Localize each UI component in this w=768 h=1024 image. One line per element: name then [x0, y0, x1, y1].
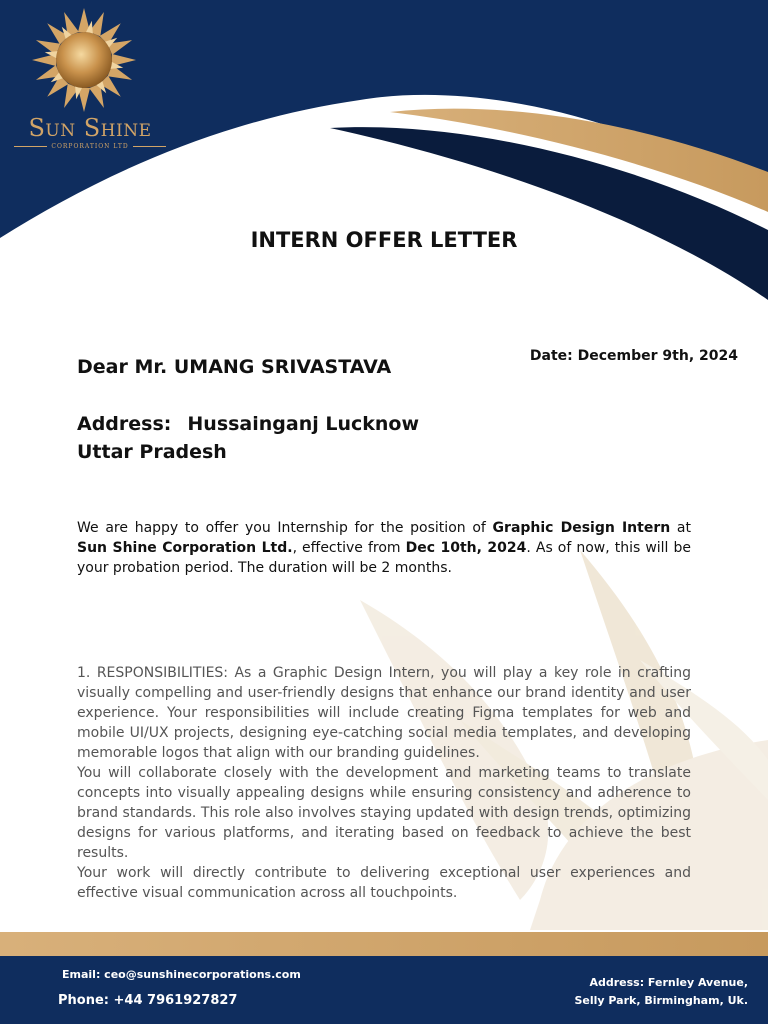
footer-address-line-2: Selly Park, Birmingham, Uk.	[574, 994, 748, 1007]
recipient-greeting: Dear Mr. UMANG SRIVASTAVA	[77, 356, 392, 378]
start-date: Dec 10th, 2024	[405, 540, 527, 556]
offer-intro-paragraph: We are happy to offer you Internship for the position of Graphic Design Intern at Sun Shine Corporation Ltd., effective from Dec 10th, 2024. As of now, this will be your probation period. The duration will be 2 months.	[77, 520, 691, 576]
footer-address-line-1: Address: Fernley Avenue,	[589, 976, 748, 989]
address-line-1: Hussainganj Lucknow	[187, 413, 420, 435]
company-logo-text: Sun Shine	[28, 114, 152, 142]
address-label: Address:	[77, 413, 172, 435]
responsibilities-paragraph-2: You will collaborate closely with the development and marketing teams to translate concepts into visually appealing designs while ensuring consistency and adherence to brand standards. This role also involves staying updated with design trends, optimizing designs for various platforms, and iterating based on feedback to achieve the best results.	[77, 765, 691, 861]
position-name: Graphic Design Intern	[492, 520, 671, 536]
company-logo-subtitle	[14, 143, 166, 150]
sun-icon	[32, 8, 136, 112]
letter-date: Date: December 9th, 2024	[529, 348, 738, 364]
footer-phone[interactable]: Phone: +44 7961927827	[58, 993, 238, 1008]
footer-gold-band	[0, 932, 768, 956]
logo-subtitle-text: CORPORATION LTD	[51, 143, 129, 150]
recipient-address	[77, 410, 419, 466]
footer-email[interactable]: Email: ceo@sunshinecorporations.com	[62, 968, 301, 981]
address-line-2: Uttar Pradesh	[77, 441, 227, 463]
responsibilities-paragraph-1: 1. RESPONSIBILITIES: As a Graphic Design Intern, you will play a key role in crafting visually compelling and user-friendly designs that enhance our brand identity and user experience. Your responsibilities will include creating Figma templates for web and mobile UI/UX projects, designing eye-catching social media templates, and developing memorable logos that align with our branding guidelines.	[77, 665, 691, 761]
document-title: INTERN OFFER LETTER	[250, 228, 518, 252]
responsibilities-section	[77, 663, 691, 903]
responsibilities-paragraph-3: Your work will directly contribute to delivering exceptional user experiences and effective visual communication across all touchpoints.	[77, 865, 691, 901]
company-name: Sun Shine Corporation Ltd.	[77, 540, 293, 556]
footer-address	[508, 974, 748, 1010]
